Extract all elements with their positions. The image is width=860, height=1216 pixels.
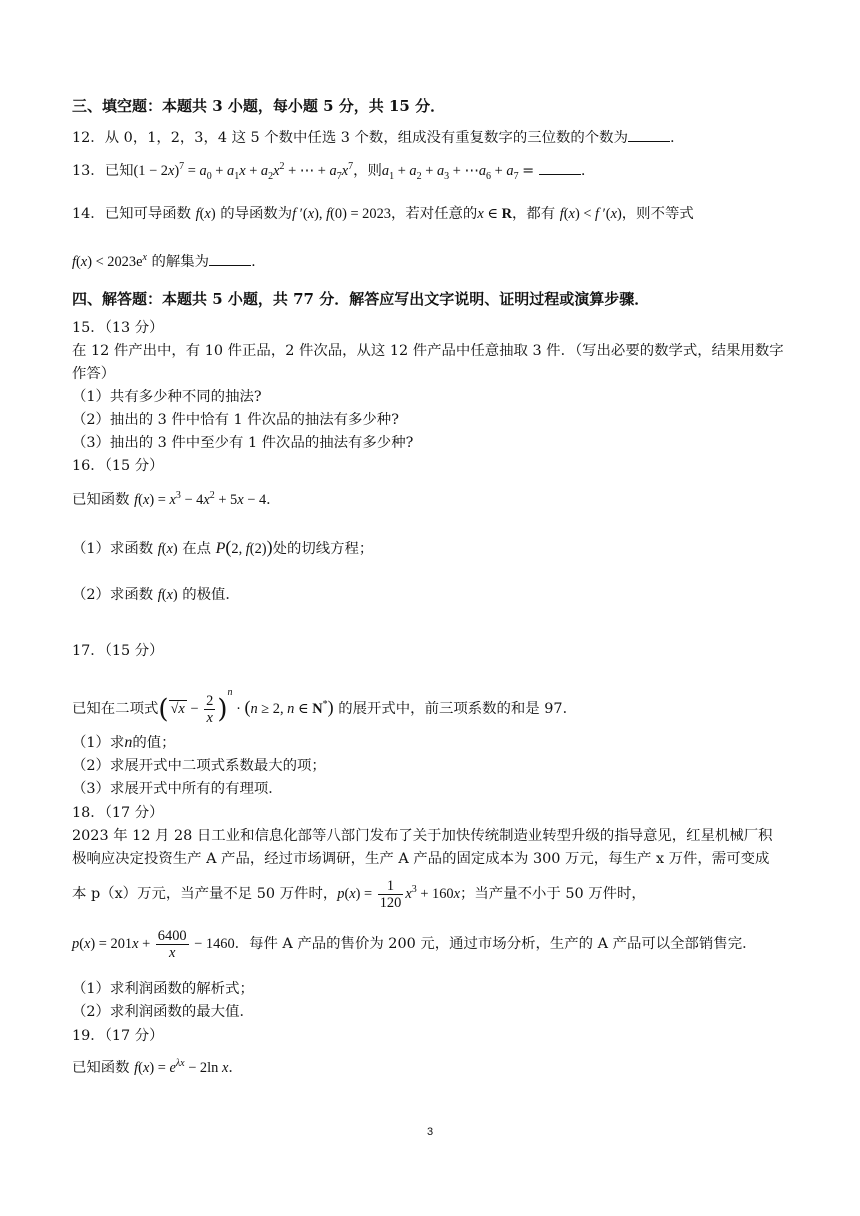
question-13: 13．已知$(1 - 2x)^7 = a_0 + a_1x + a_2x^2$ + ⋯ + $a_7x^7$，则$a_1 + a_2 + a_3$ + $\cdots a_6 + a_7$ = .	[72, 161, 586, 182]
q17-text-a: 已知在二项式	[72, 701, 159, 717]
page-number: 3	[426, 1126, 434, 1138]
q15-line1: 在 12 件产出中，有 10 件正品，2 件次品，从这 12 件产品中任意抽取 3 件．（写出必要的数学式，结果用数字	[72, 343, 784, 359]
q16-p1-fx: f(x)	[157, 541, 178, 557]
q17-part2: （2）求展开式中二项式系数最大的项；	[72, 758, 326, 774]
q15-part2: （2）抽出的 3 件中恰有 1 件次品的抽法有多少种?	[72, 412, 399, 428]
q19-line1: 已知函数 $f(x) = e^{\lambda x} - 2\ln$ x．	[72, 1058, 243, 1076]
q17-n: n	[124, 734, 133, 751]
q16-p2-a: （2）求函数	[72, 587, 154, 603]
q16-line1: 已知函数 $f(x) = x^3 - 4x^2 + 5x - 4$．	[72, 490, 281, 508]
q15-head: 15．（13 分）	[72, 320, 164, 336]
q18-line4	[72, 924, 756, 964]
q16-part2	[72, 585, 240, 605]
q16-function: $f(x) = x^3 - 4x^2 + 5x - 4$	[134, 490, 267, 508]
q14-text-c: ，若对任意的	[390, 206, 478, 222]
q13-prefix: 13．已知	[72, 163, 134, 179]
q19-function: $f(x) = e^{\lambda x} - 2\ln$ x	[134, 1058, 229, 1076]
q14-derivative: f ′(x), f(0) = 2023	[292, 206, 391, 222]
q17-part3: （3）求展开式中所有的有理项．	[72, 781, 283, 797]
q18-part2: （2）求利润函数的最大值．	[72, 1004, 254, 1020]
q19-text: 已知函数	[72, 1060, 130, 1076]
q13-eq: =	[522, 163, 535, 179]
q16-point: P(2, f(2))	[215, 537, 273, 557]
q16-p1-b: 在点	[182, 541, 212, 557]
q16-part1	[72, 537, 373, 559]
q17-p1-a: （1）求	[72, 735, 125, 751]
q17-line1	[72, 685, 577, 732]
q18-part1: （1）求利润函数的解析式；	[72, 981, 254, 997]
question-14-line1	[72, 204, 694, 224]
q14-text-f: 的解集为	[151, 254, 210, 270]
q16-p1-c: 处的切线方程；	[272, 541, 374, 557]
q13-sum: $a_1 + a_2 + a_3$ + $\cdots a_6 + a_7$	[381, 163, 519, 182]
q18-cost-over-50: p(x) = 201x + $\frac{6400}{x}$ − 1460	[72, 928, 235, 962]
q12-text: 12．从 0，1，2，3，4 这 5 个数中任选 3 个数，组成没有重复数字的三位数的个数为	[72, 130, 628, 146]
q18-cost-under-50: p(x) = $\frac{1}{120}$ $x^3 + 160x$	[337, 878, 461, 912]
q14-x-in-R: x ∈ R	[477, 206, 512, 222]
q14-text-e: ，则不等式	[621, 206, 694, 222]
section-3-title: 三、填空题：本题共 3 小题，每小题 5 分，共 15 分．	[72, 97, 446, 115]
q14-answer-blank	[209, 251, 251, 266]
q17-binomial: ( √x − $\frac{2}{x}$ )$^n$ · (n ≥ 2, n ∈ N*)	[158, 687, 334, 727]
q13-expansion: $(1 - 2x)^7 = a_0 + a_1x + a_2x^2$ + ⋯ + $a_7x^7$	[133, 161, 354, 182]
q18-line1: 2023 年 12 月 28 日工业和信息化部等八部门发布了关于加快传统制造业转型升级的指导意见，红星机械厂积	[72, 828, 773, 844]
q14-text-b: 的导函数为	[220, 206, 293, 222]
q18-line3	[72, 874, 646, 914]
q15-part3: （3）抽出的 3 件中至少有 1 件次品的抽法有多少种?	[72, 435, 414, 451]
q13-answer-blank	[539, 160, 581, 175]
q12-answer-blank	[628, 127, 670, 142]
q18-l4-b: ．每件 A 产品的售价为 200 元，通过市场分析，生产的 A 产品可以全部销售完．	[234, 936, 757, 952]
q15-part1: （1）共有多少种不同的抽法?	[72, 389, 262, 405]
q16-p1-a: （1）求函数	[72, 541, 154, 557]
q18-l3-b: ；当产量不小于 50 万件时，	[460, 886, 646, 902]
q13-mid: ，则	[353, 163, 382, 179]
q16-text: 已知函数	[72, 492, 130, 508]
section-4-title: 四、解答题：本题共 5 小题，共 77 分．解答应写出文字说明、证明过程或演算步骤．	[72, 290, 650, 308]
q14-text-d: ，都有	[511, 206, 556, 222]
q14-text-a: 14．已知可导函数	[72, 206, 192, 222]
q17-text-b: 的展开式中，前三项系数的和是 97．	[338, 701, 577, 717]
q14-condition: f(x) < f ′(x)	[559, 206, 622, 222]
question-12: 12．从 0，1，2，3，4 这 5 个数中任选 3 个数，组成没有重复数字的三位数的个数为 .	[72, 127, 675, 148]
q17-p1-b: 的值；	[132, 735, 176, 751]
q16-p2-b: 的极值．	[182, 587, 240, 603]
q14-fx: f(x)	[195, 206, 216, 222]
q17-part1	[72, 733, 176, 753]
q16-head: 16．（15 分）	[72, 458, 164, 474]
q14-inequality: $f(x) < 2023e^x$	[72, 252, 147, 270]
question-14-line2: $f(x) < 2023e^x$ 的解集为 .	[72, 252, 256, 270]
q18-line2: 极响应决定投资生产 A 产品，经过市场调研，生产 A 产品的固定成本为 300 万元，每生产 x 万件，需可变成	[72, 851, 770, 867]
q18-head: 18．（17 分）	[72, 805, 164, 821]
q15-line2: 作答）	[72, 366, 116, 382]
q18-l3-a: 本 p（x）万元，当产量不足 50 万件时，	[72, 886, 338, 902]
q17-head: 17．（15 分）	[72, 643, 164, 659]
q19-head: 19．（17 分）	[72, 1028, 164, 1044]
q16-p2-fx: f(x)	[157, 587, 178, 603]
